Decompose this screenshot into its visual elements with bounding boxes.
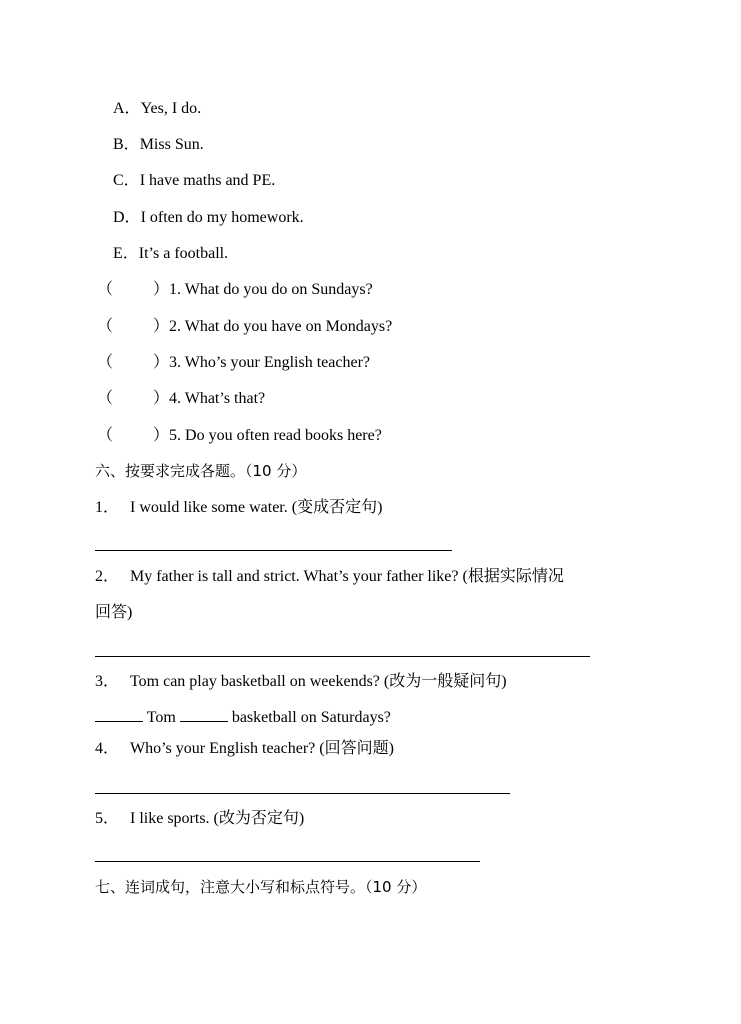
question-text: 4. What’s that? — [169, 390, 266, 407]
option-text: It’s a football. — [138, 245, 229, 262]
item-number: 5． — [95, 810, 120, 827]
item-text: I like sports. (改为否定句) — [130, 810, 305, 827]
item-number: 2． — [95, 568, 120, 585]
option-letter: B． — [113, 136, 140, 153]
answer-blank-close: ） — [153, 427, 170, 444]
option-d — [113, 208, 304, 228]
match-question-2 — [97, 317, 392, 337]
section-6-item-2-cont: 回答) — [95, 604, 133, 621]
question-text: 3. Who’s your English teacher? — [169, 354, 370, 371]
match-question-3 — [97, 353, 370, 373]
section-6-item-3-fill — [95, 707, 391, 728]
item-text: My father is tall and strict. What’s your father like? (根据实际情况 — [130, 568, 564, 585]
item-number: 4． — [95, 740, 120, 757]
answer-blank-close: ） — [153, 354, 170, 371]
section-6-item-5 — [95, 809, 304, 829]
match-question-1 — [97, 280, 373, 300]
option-e — [113, 244, 228, 264]
option-a — [113, 99, 201, 119]
section-7-title: 七、连词成句，注意大小写和标点符号。（10 分） — [95, 878, 427, 896]
section-6-title: 六、按要求完成各题。（10 分） — [95, 462, 307, 480]
answer-blank-open[interactable]: （ — [97, 427, 114, 444]
answer-blank-open[interactable]: （ — [97, 354, 114, 371]
item-text: Tom can play basketball on weekends? (改为一般疑问句) — [130, 673, 507, 690]
option-text: I often do my homework. — [140, 209, 304, 226]
question-text: 5. Do you often read books here? — [169, 427, 382, 444]
answer-blank-close: ） — [153, 318, 170, 335]
item-number: 3． — [95, 673, 120, 690]
match-question-4 — [97, 389, 265, 409]
option-letter: E． — [113, 245, 139, 262]
question-text: 2. What do you have on Mondays? — [169, 318, 393, 335]
fill-text: basketball on Saturdays? — [231, 709, 391, 726]
match-question-5 — [97, 426, 382, 446]
option-letter: D． — [113, 209, 141, 226]
answer-line-4[interactable] — [95, 793, 510, 794]
answer-line-2[interactable] — [95, 656, 590, 657]
answer-blank-open[interactable]: （ — [97, 281, 114, 298]
answer-line-1[interactable] — [95, 550, 452, 551]
answer-blank-close: ） — [153, 390, 170, 407]
section-6-item-3 — [95, 672, 507, 692]
item-text: Who’s your English teacher? (回答问题) — [130, 740, 394, 757]
answer-blank-close: ） — [153, 281, 170, 298]
section-6-item-1 — [95, 498, 382, 518]
answer-line-5[interactable] — [95, 861, 480, 862]
answer-blank-open[interactable]: （ — [97, 318, 114, 335]
option-text: Miss Sun. — [139, 136, 204, 153]
fill-blank-2[interactable] — [180, 707, 228, 722]
section-6-item-2 — [95, 567, 564, 587]
option-letter: C． — [113, 172, 140, 189]
item-text: I would like some water. (变成否定句) — [130, 499, 383, 516]
option-b — [113, 135, 204, 155]
option-letter: A． — [113, 100, 141, 117]
question-text: 1. What do you do on Sundays? — [169, 281, 373, 298]
section-6-item-4 — [95, 739, 394, 759]
fill-text: Tom — [146, 709, 176, 726]
option-text: I have maths and PE. — [139, 172, 276, 189]
option-text: Yes, I do. — [140, 100, 202, 117]
item-number: 1． — [95, 499, 120, 516]
option-c — [113, 171, 275, 191]
fill-blank-1[interactable] — [95, 707, 143, 722]
answer-blank-open[interactable]: （ — [97, 390, 114, 407]
